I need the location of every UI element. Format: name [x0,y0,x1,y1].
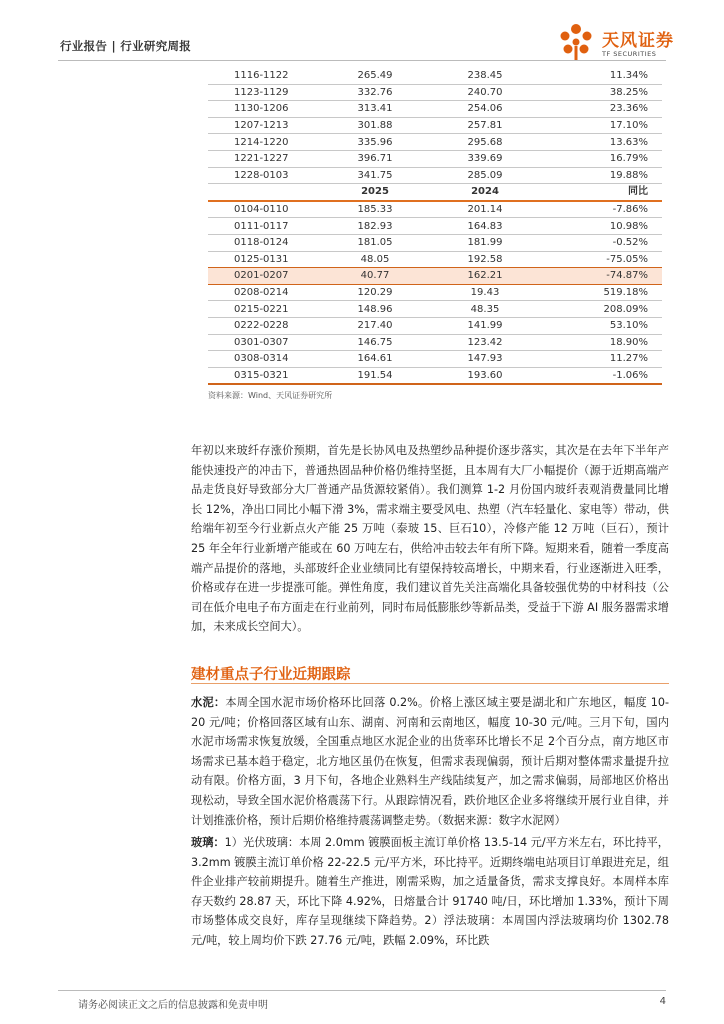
data-table [208,68,662,385]
period-cell: 0201-0207 [208,268,320,285]
yoy-cell: 38.25% [540,84,662,101]
table-row [208,367,662,384]
yoy-cell: 18.90% [540,334,662,351]
period-cell: 1214-1220 [208,134,320,151]
value-2024-cell: 162.21 [430,268,540,285]
period-cell: 0111-0117 [208,218,320,235]
brand-name: 天风证券 [602,31,674,51]
value-2025-cell: 182.93 [320,218,430,235]
period-cell: 1221-1227 [208,150,320,167]
value-2024-cell: 240.70 [430,84,540,101]
table-row [208,167,662,184]
value-2025-cell: 148.96 [320,301,430,318]
period-cell: 0315-0321 [208,367,320,384]
paragraph-cement [191,693,669,830]
value-2025-cell: 332.76 [320,84,430,101]
yoy-cell: 13.63% [540,134,662,151]
table-body [208,68,662,384]
value-2024-cell: 192.58 [430,251,540,268]
cement-text: 本周全国水泥市场价格环比回落 0.2%。价格上涨区域主要是湖北和广东地区，幅度 10-20 元/吨；价格回落区域有山东、湖南、河南和云南地区，幅度 10-30 元/吨。三月下旬，国内水泥市场需求恢复放缓，全国重点地区水泥企业的出货率环比增长不足 2个百分点，南方地区市场需求已基本趋于稳定，北方地区虽仍在恢复，但需求表现偏弱，预计后期对整体需求量提升拉动有限。价格方面，3 月下旬，各地企业熟料生产线陆续复产，加之需求偏弱，局部地区价格出现松动，导致全国水泥价格震荡下行。从跟踪情况看，跌价地区企业多将继续开展行业自律，并计划推涨价格，预计后期价格维持震荡调整走势。（数据来源：数字水泥网） [191,696,669,827]
table-row [208,68,662,84]
glass-label: 玻璃： [191,836,225,849]
value-2025-cell: 40.77 [320,268,430,285]
paragraph-glass [191,833,669,951]
period-cell: 0222-0228 [208,317,320,334]
period-cell: 1130-1206 [208,101,320,118]
table-row [208,334,662,351]
yoy-cell: 11.27% [540,351,662,368]
table-row [208,201,662,218]
table-row [208,218,662,235]
value-2024-cell: 257.81 [430,117,540,134]
glass-text: 1）光伏玻璃：本周 2.0mm 镀膜面板主流订单价格 13.5-14 元/平方米左右，环比持平，3.2mm 镀膜主流订单价格 22-22.5 元/平方米，环比持平。近期终端电站项目订单跟进充足，组件企业排产较前期提升。随着生产推进，刚需采购，加之适量备货，需求支撑良好。本周样本库存天数约 28.87 天，环比下降 4.92%，日熔量合计 91740 吨/日，环比增加 1.33%，预计下周市场整体成交良好，库存呈现继续下降趋势。2）浮法玻璃：本周国内浮法玻璃均价 1302.78 元/吨，较上周均价下跌 27.76 元/吨，跌幅 2.09%，环比跌 [191,836,669,947]
yoy-cell: -75.05% [540,251,662,268]
table-source: 资料来源：Wind、天风证券研究所 [208,391,333,400]
value-2024-cell: 193.60 [430,367,540,384]
table-row [208,351,662,368]
yoy-cell: -0.52% [540,234,662,251]
period-cell: 1228-0103 [208,167,320,184]
table-row [208,117,662,134]
period-cell: 0215-0221 [208,301,320,318]
cement-label: 水泥： [191,696,226,709]
period-cell: 1116-1122 [208,68,320,84]
yoy-cell: 17.10% [540,117,662,134]
table-row [208,150,662,167]
value-2025-cell: 120.29 [320,284,430,301]
value-2024-cell: 238.45 [430,68,540,84]
yoy-cell: 16.79% [540,150,662,167]
value-2025-cell: 335.96 [320,134,430,151]
value-2025-cell: 396.71 [320,150,430,167]
period-cell: 0118-0124 [208,234,320,251]
table-row [208,301,662,318]
value-2024-cell: 164.83 [430,218,540,235]
value-2024-cell: 201.14 [430,201,540,218]
footer-disclaimer: 请务必阅读正文之后的信息披露和免责申明 [78,1000,268,1011]
period-cell: 1123-1129 [208,84,320,101]
period-cell: 0208-0214 [208,284,320,301]
value-2025-cell: 181.05 [320,234,430,251]
section-divider [191,683,669,684]
table-subheader [208,184,662,201]
table-row [208,251,662,268]
value-2024-cell: 123.42 [430,334,540,351]
yoy-cell: -1.06% [540,367,662,384]
period-cell: 0104-0110 [208,201,320,218]
yoy-cell: 208.09% [540,301,662,318]
value-2025-cell: 191.54 [320,367,430,384]
value-2024-cell: 48.35 [430,301,540,318]
table-row [208,84,662,101]
table-row [208,101,662,118]
value-2025-cell: 341.75 [320,167,430,184]
value-2025-cell: 164.61 [320,351,430,368]
section-title: 建材重点子行业近期跟踪 [191,667,351,683]
value-2024-cell: 339.69 [430,150,540,167]
yoy-cell: 19.88% [540,167,662,184]
period-cell: 0301-0307 [208,334,320,351]
yoy-cell: 10.98% [540,218,662,235]
report-type: 行业报告 | 行业研究周报 [60,39,192,53]
table-row [208,268,662,285]
period-cell: 0125-0131 [208,251,320,268]
paragraph-glass-fiber: 年初以来玻纤存涨价预期，首先是长协风电及热塑纱品种提价逐步落实，其次是在去年下半年产能快速投产的冲击下，普通热固品种价格仍维持坚挺，且本周有大厂小幅提价（源于近期高端产品走货良好导致部分大厂普通产品货源较紧俏）。我们测算 1-2 月份国内玻纤表观消费量同比增长 12%，净出口同比小幅下滑 3%，需求端主要受风电、热塑（汽车轻量化、家电等）带动，供给端年初至今行业新点火产能 25 万吨（泰玻 15、巨石10），冷修产能 12 万吨（巨石），预计 25 年全年行业新增产能或在 60 万吨左右，供给冲击较去年有所下降。短期来看，随着一季度高端产品提价的落地，头部玻纤企业业绩同比有望保持较高增长，中期来看，行业逐渐进入旺季，价格或存在进一步提涨可能。弹性角度，我们建议首先关注高端化具备较强优势的中材科技（公司在低介电电子布方面走在行业前列，同时布局低膨胀纱等新品类，受益于下游 AI 服务器需求增加，未来成长空间大）。 [191,444,669,634]
subheader-cell: 同比 [540,184,662,201]
period-cell: 1207-1213 [208,117,320,134]
yoy-cell: -74.87% [540,268,662,285]
value-2025-cell: 48.05 [320,251,430,268]
value-2025-cell: 217.40 [320,317,430,334]
page-number: 4 [659,996,666,1007]
value-2024-cell: 181.99 [430,234,540,251]
footer-divider [58,990,666,991]
yoy-cell: 11.34% [540,68,662,84]
table-row [208,317,662,334]
subheader-cell [208,184,320,201]
tf-logo-icon [554,22,598,62]
value-2024-cell: 285.09 [430,167,540,184]
table-row [208,234,662,251]
value-2024-cell: 147.93 [430,351,540,368]
value-2024-cell: 295.68 [430,134,540,151]
value-2025-cell: 265.49 [320,68,430,84]
yoy-cell: 53.10% [540,317,662,334]
value-2024-cell: 254.06 [430,101,540,118]
period-cell: 0308-0314 [208,351,320,368]
value-2024-cell: 141.99 [430,317,540,334]
subheader-cell: 2025 [320,184,430,201]
yoy-cell: 23.36% [540,101,662,118]
table-row [208,134,662,151]
header-divider [58,60,666,61]
table-row [208,284,662,301]
yoy-cell: 519.18% [540,284,662,301]
value-2025-cell: 301.88 [320,117,430,134]
value-2025-cell: 146.75 [320,334,430,351]
value-2025-cell: 185.33 [320,201,430,218]
brand-logo [554,22,694,62]
value-2024-cell: 19.43 [430,284,540,301]
subheader-cell: 2024 [430,184,540,201]
value-2025-cell: 313.41 [320,101,430,118]
brand-sub: TF SECURITIES [602,50,657,58]
yoy-cell: -7.86% [540,201,662,218]
